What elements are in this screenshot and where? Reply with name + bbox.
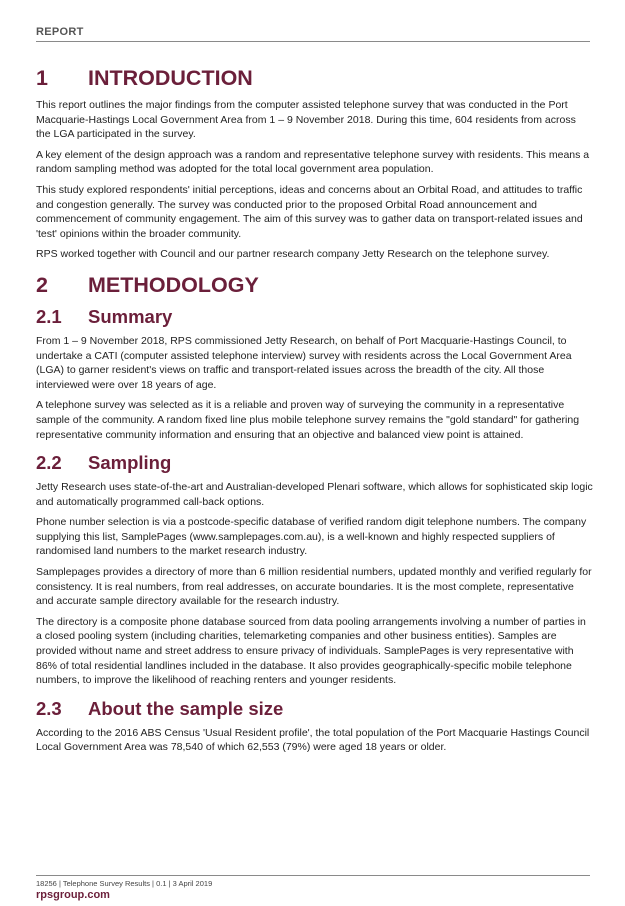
subsection-2-1-heading (36, 305, 593, 329)
paragraph: Phone number selection is via a postcode-specific database of verified random digit telephone numbers. The company supplying this list, SamplePages (www.samplepages.com.au), is a well-known and highly respected suppliers of randomised land numbers to the market research industry. (36, 516, 587, 558)
subsection-2-3-title: About the sample size (88, 697, 284, 719)
paragraph: A key element of the design approach was a random and representative telephone survey with residents. This means a random sampling method was adopted for the total local government area population. (36, 148, 590, 176)
paragraph: Samplepages provides a directory of more than 6 million residential numbers, updated monthly and verified regularly for consistency. It is real numbers, from real addresses, on accurate boundaries. It is the most complete, representative and accurate sample directory available for the research industry. (36, 566, 592, 608)
paragraph: This study explored respondents' initial perceptions, ideas and concerns about an Orbital Road, and attitudes to traffic and congestion generally. The survey was conducted prior to the proposed Orbital Road announcement and commencement of community engagement. The aim of this survey was to gather data on transport-related issues and 'test' opinions within the broader community. (36, 183, 583, 240)
paragraph: The directory is a composite phone database sourced from data pooling arrangements involving a number of parties in a closed pooling system (including charities, telemarketing companies and other business entities). Samples are provided without name and street address to ensure privacy of individuals. SamplePages is very representative with 86% of total residential landlines included in the database. It also provides geographically-specific mobile telephone numbers, to improve the likelihood of reaching renters and younger residents. (36, 615, 586, 687)
paragraph: A telephone survey was selected as it is a reliable and proven way of surveying the community in a representative sample of the community. A random fixed line plus mobile telephone survey remains the "gold standard" for gathering representative community information and ensuring that an objective and balanced view point is attained. (36, 399, 580, 441)
subsection-2-2-number: 2.2 (36, 452, 62, 474)
subsection-2-3-heading (36, 697, 593, 721)
report-header-label: REPORT (36, 26, 84, 38)
subsection-2-2-heading (36, 451, 593, 475)
footer-divider (36, 875, 590, 876)
subsection-2-1-number: 2.1 (36, 305, 62, 327)
section-2-number: 2 (36, 272, 48, 297)
section-2-heading (36, 271, 593, 299)
subsection-2-3-number: 2.3 (36, 697, 62, 719)
section-1-title: INTRODUCTION (88, 66, 253, 90)
section-2-title: METHODOLOGY (88, 272, 259, 297)
paragraph: This report outlines the major findings from the computer assisted telephone survey that was conducted in the Port Macquarie-Hastings Local Government Area from 1 – 9 November 2018. During this time, 604 residents from across the LGA participated in the survey. (36, 99, 576, 141)
subsection-2-2-title: Sampling (88, 452, 172, 474)
paragraph: RPS worked together with Council and our partner research company Jetty Research on the telephone survey. (36, 248, 550, 261)
section-1-number: 1 (36, 66, 48, 90)
paragraph: According to the 2016 ABS Census 'Usual Resident profile', the total population of the Port Macquarie Hastings Council Local Government Area was 78,540 of which 62,553 (79%) were aged 18 years or older. (36, 726, 590, 754)
footer-document-info: 18256 | Telephone Survey Results | 0.1 | 3 April 2019 (36, 879, 213, 888)
header-divider (36, 41, 590, 42)
document-body (36, 64, 593, 755)
paragraph: Jetty Research uses state-of-the-art and Australian-developed Plenari software, which allows for sophisticated skip logic and automatically programmed call-back options. (36, 481, 593, 508)
paragraph: From 1 – 9 November 2018, RPS commissioned Jetty Research, on behalf of Port Macquarie-Hastings Council, to undertake a CATI (computer assisted telephone interview) survey with residents across the Local Government Area (LGA) to garner resident's views on traffic and transport-related issues across the breadth of the city. All those interviewed were over 18 years of age. (36, 334, 572, 391)
footer-website-link[interactable]: rpsgroup.com (36, 889, 110, 901)
section-1-heading (36, 64, 593, 92)
subsection-2-1-title: Summary (88, 305, 173, 327)
